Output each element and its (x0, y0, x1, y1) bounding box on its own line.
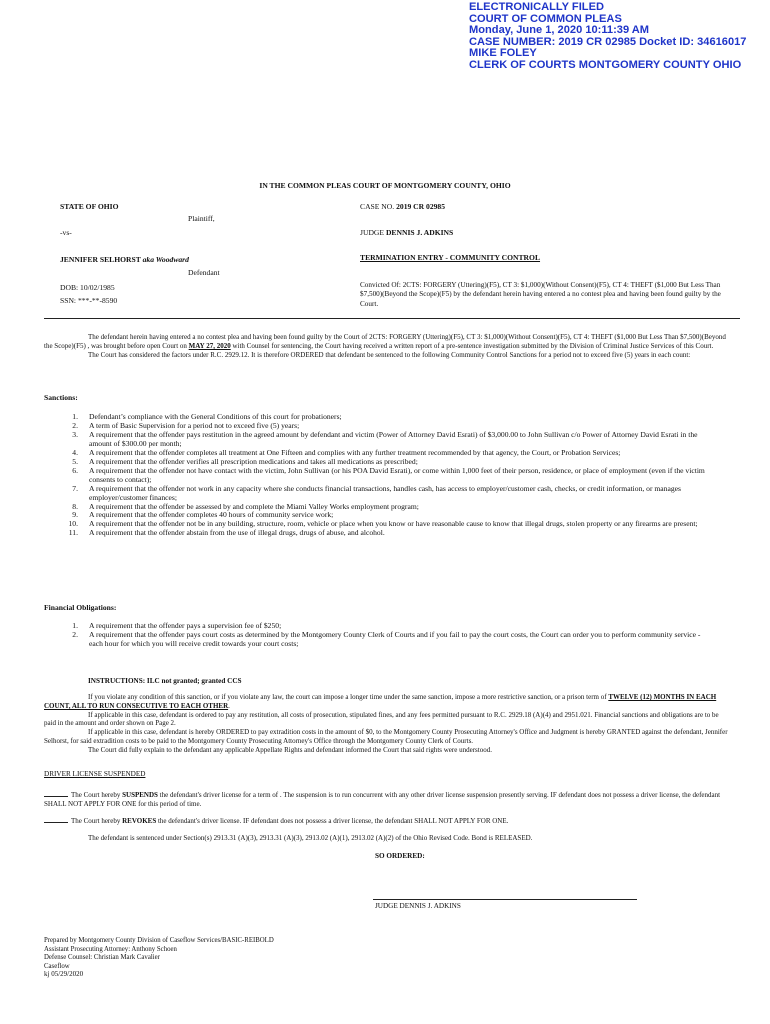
plaintiff-label: Plaintiff, (188, 214, 215, 223)
stamp-line: CASE NUMBER: 2019 CR 02985 Docket ID: 34616017 (469, 35, 747, 48)
intro-paragraph (44, 333, 728, 359)
defendant-label: Defendant (188, 268, 220, 277)
stamp-line: COURT OF COMMON PLEAS (469, 12, 622, 25)
court-title: IN THE COMMON PLEAS COURT OF MONTGOMERY COUNTY, OHIO (259, 181, 511, 190)
convicted-of: Convicted Of: 2CTS: FORGERY (Uttering)(F5), CT 3: $1,000)(Without Consent)(F5), CT 4: THEFT ($1,000 But Less Than $7,500)(Beyond the Scope)(F5) by the defendant herein having entered a no contest plea and having been found guilty by the Court. (360, 281, 721, 308)
prepared-line: Assistant Prosecuting Attorney: Anthony Schoen (44, 945, 177, 953)
intro-text-a: The defendant herein having entered a no contest plea and having been found guilty by the Court of 2CTS: FORGERY (Uttering)(F5), CT 3: $1,000)(Without Consent)(F5), CT 4: THEFT ($1,000 But Less Than $7,500)(Beyond the Scope)(F5) , was brought before open Court on (44, 333, 726, 350)
efiling-stamp (469, 2, 764, 72)
prepared-line: Prepared by Montgomery County Division of Caseflow Services/BASIC-REIBOLD (44, 937, 274, 944)
factors-paragraph: The Court has considered the factors under R.C. 2929.12. It is therefore ORDERED that defendant be sentenced to the following Community Control Sanctions for a period not to exceed five (5) years in each count: (88, 350, 691, 359)
appellate-paragraph: The Court did fully explain to the defendant any applicable Appellate Rights and defendant informed the Court that said rights were understood. (88, 745, 492, 754)
vs-label: -vs- (60, 228, 72, 237)
prepared-line: Caseflow (44, 963, 70, 971)
judge-name: DENNIS J. ADKINS (385, 228, 454, 237)
case-number (360, 202, 445, 211)
defendant-dob: DOB: 10/02/1985 (60, 283, 115, 292)
defendant-name-text: JENNIFER SELHORST (60, 255, 141, 264)
conditions-paragraphs: If you violate any condition of this sanction, or if you violate any law, the court can impose a longer time under the same sanction, impose a more restrictive sanction, or a prison term of TWELVE (12) MONTHS IN EACH COUNT, ALL TO RUN CONSECUTIVE TO EACH OTHER. If applicable in this case, defendant is ordered to pay any restitution, all costs of prosecution, stipulated fines, and any fees permitted pursuant to R.C. 2929.18 (A)(4) and 2951.021. Financial sanctions and obligations are to be paid in the amount and order shown on Page 2. If applicable in this case, defendant is hereby ORDERED to pay extradition costs in the amount of $0, to the Montgomery County Prosecuting Attorney's Office and Judgment is hereby GRANTED against the defendant, Jennifer Selhorst, for said extradition costs to be paid to the Montgomery County Prosecuting Attorney's Office through the Montgomery County Clerk of Courts. The Court did fully explain to the defendant any applicable Appellate Rights and defendant informed the Court that said rights were understood. (44, 693, 728, 754)
violation-text: If you violate any condition of this sanction, or if you violate any law, the court can impose a longer time under the same sanction, impose a more restrictive sanction, or a prison term of (88, 693, 607, 701)
suspend-paragraph: The Court hereby SUSPENDS the defendant's driver license for a term of . The suspension is to run concurrent with any other driver license suspension presently serving. IF defendant does not possess a driver license, the defendant SHALL NOT APPLY FOR ONE for this period of time. (44, 791, 721, 808)
prison-term: TWELVE (12) MONTHS IN EACH COUNT, ALL TO RUN CONSECUTIVE TO EACH OTHER (44, 693, 717, 710)
prepared-line: Defense Counsel: Christian Mark Cavalier (44, 954, 160, 962)
stamp-line: MIKE FOLEY (469, 47, 537, 60)
list-item: 3. A requirement that the offender pays restitution in the agreed amount by defendant and victim (Power of Attorney David Esrati) of $3,000.00 to John Sullivan c/o Power of Attorney David Esrati in the amount of $300.00 per month; (72, 429, 698, 448)
revoke-blank (44, 815, 68, 823)
list-item: 10. A requirement that the offender not be in any building, structure, room, vehicle or place when you know or have reasonable cause to know that illegal drugs, stolen property or any firearms are present; (68, 519, 698, 529)
state-of-ohio: STATE OF OHIO (60, 202, 119, 211)
driver-license-heading: DRIVER LICENSE SUSPENDED (44, 770, 146, 778)
stamp-line: Monday, June 1, 2020 10:11:39 AM (469, 24, 650, 37)
restitution-paragraph: If applicable in this case, defendant is ordered to pay any restitution, all costs of prosecution, stipulated fines, and any fees permitted pursuant to R.C. 2929.18 (A)(4) and 2951.021. Financial sanctions and obligations are to be paid in the amount and order shown on Page 2. (44, 710, 719, 728)
list-item: 2. A term of Basic Supervision for a period not to exceed five (5) years; (72, 420, 300, 430)
stamp-line: ELECTRONICALLY FILED (469, 1, 604, 13)
list-item: 8. A requirement that the offender be assessed by and complete the Miami Valley Works employment program; (72, 501, 419, 511)
prepared-by (44, 937, 274, 972)
judge-line (360, 228, 453, 237)
sanctions-heading: Sanctions: (44, 393, 78, 402)
sentence-paragraph: The defendant is sentenced under Section(s) 2913.31 (A)(3), 2913.31 (A)(3), 2913.02 (A)(1), 2913.02 (A)(2) of the Ohio Revised Code. Bond is RELEASED. (88, 834, 533, 842)
list-item: 6. A requirement that the offender not have contact with the victim, John Sullivan (or his POA David Esrati), or come within 1,000 feet of their person, residence, or place of employment (even if the victim consents to contact); (72, 465, 705, 484)
case-number-label: CASE NO. (360, 202, 395, 211)
sentencing-date: MAY 27, 2020 (188, 341, 231, 350)
signature-judge: JUDGE DENNIS J. ADKINS (375, 902, 461, 910)
so-ordered: SO ORDERED: (375, 852, 425, 860)
instructions: INSTRUCTIONS: ILC not granted; granted CCS (88, 677, 242, 685)
revokes-word: REVOKES (122, 817, 157, 825)
defendant-name (60, 255, 189, 264)
revoke-paragraph: The Court hereby REVOKES the defendant's driver license. IF defendant does not possess a driver license, the defendant SHALL NOT APPLY FOR ONE. (44, 815, 728, 826)
sanctions-list (44, 413, 716, 538)
caption-divider (44, 318, 740, 319)
list-item: 11. A requirement that the offender abstain from the use of illegal drugs, drugs of abuse, and alcohol. (68, 528, 385, 538)
footer-initials: kj 05/29/2020 (44, 970, 84, 978)
list-item: 2. A requirement that the offender pays court costs as determined by the Montgomery County Clerk of Courts and if you fail to pay the court costs, the Court can order you to perform community service - each hour for which you will receive credit towards your court costs; (72, 629, 701, 648)
financial-heading: Financial Obligations: (44, 603, 117, 612)
intro-text-b: with Counsel for sentencing, the Court having received a written report of a pre-sentence investigation submitted by the Division of Criminal Justice Services of this Court. (232, 341, 714, 350)
suspends-word: SUSPENDS (122, 791, 158, 799)
judge-label: JUDGE (360, 228, 385, 237)
list-item: 1. A requirement that the offender pays a supervision fee of $250; (72, 621, 282, 630)
list-item: 5. A requirement that the offender verifies all prescription medications and takes all medications as prescribed; (72, 456, 418, 466)
list-item: 9. A requirement that the offender completes 40 hours of community service work; (72, 510, 334, 520)
signature-line (373, 899, 637, 900)
defendant-ssn: SSN: ***-**-8590 (60, 296, 118, 305)
entry-title: TERMINATION ENTRY - COMMUNITY CONTROL (360, 253, 541, 262)
stamp-line: CLERK OF COURTS MONTGOMERY COUNTY OHIO (469, 58, 742, 71)
defendant-aka: aka Woodward (142, 255, 189, 264)
list-item: 7. A requirement that the offender not work in any capacity where she conducts financial transactions, handles cash, has access to employer/customer cash, checks, or credit information, or manages employer/customer finances; (72, 483, 681, 502)
financial-list (44, 622, 716, 649)
list-item: 1. Defendant’s compliance with the General Conditions of this court for probationers; (72, 412, 342, 421)
extradition-paragraph: If applicable in this case, defendant is hereby ORDERED to pay extradition costs in the amount of $0, to the Montgomery County Prosecuting Attorney's Office and Judgment is hereby GRANTED against the defendant, Jennifer Selhorst, for said extradition costs to be paid to the Montgomery County Prosecuting Attorney's Office through the Montgomery County Clerk of Courts. (44, 728, 728, 745)
case-number-value: 2019 CR 02985 (396, 202, 446, 211)
list-item: 4. A requirement that the offender completes all treatment at One Fifteen and complies with any further treatment recommended by that agency, the Court, or Probation Services; (72, 447, 621, 457)
suspend-blank (44, 789, 68, 797)
